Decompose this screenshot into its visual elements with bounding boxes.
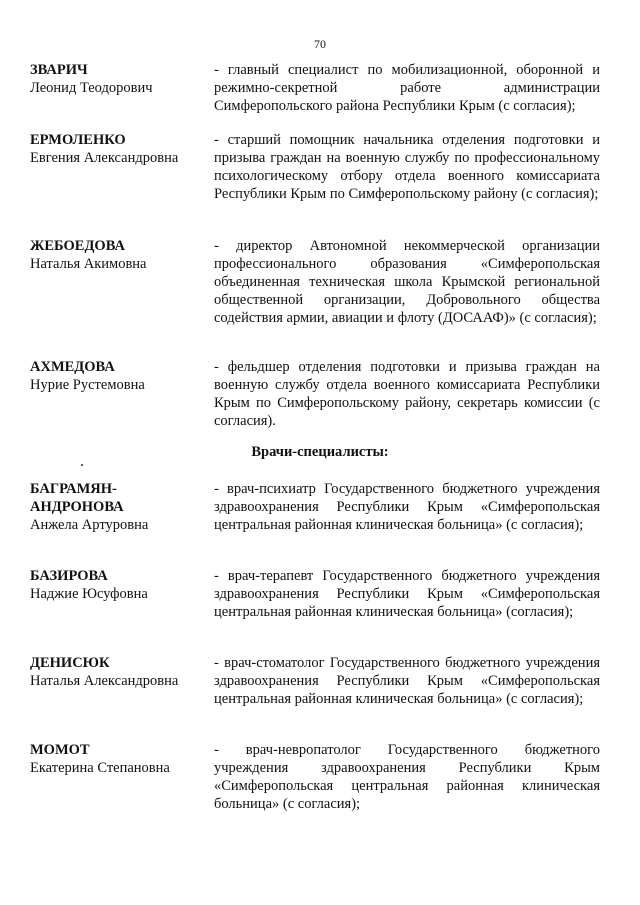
person-block (30, 567, 210, 603)
section-heading-doctors: Врачи-специалисты: (251, 444, 389, 460)
surname: БАЗИРОВА (30, 568, 108, 584)
person-block (30, 61, 210, 97)
first-and-middle-name: Наталья Александровна (30, 673, 179, 689)
first-and-middle-name: Екатерина Степановна (30, 760, 170, 776)
person-block (30, 654, 210, 690)
surname: МОМОТ (30, 742, 90, 758)
person-block (30, 741, 210, 777)
position-description: - врач-стоматолог Государственного бюджетного учреждения здравоохранения Республики Крым «Симферопольская центральная районная клиническая больница» (с согласия); (214, 655, 600, 707)
position-description: - старший помощник начальника отделения подготовки и призыва граждан на военную службу по профессиональному психологическому отбору отдела военного комиссариата Республики Крым по Симферопольскому району (с согласия); (214, 132, 600, 202)
person-block (30, 237, 210, 273)
first-and-middle-name: Наталья Акимовна (30, 256, 147, 272)
first-and-middle-name: Наджие Юсуфовна (30, 586, 148, 602)
person-block (30, 358, 210, 394)
surname: ДЕНИСЮК (30, 655, 110, 671)
stray-mark (81, 464, 83, 466)
surname: БАГРАМЯН-АНДРОНОВА (30, 481, 124, 515)
position-description: - директор Автономной некоммерческой организации профессионального образования «Симферопольская объединенная техническая школа Крымской региональной общественной организации, Добровольного общества содействия армии, авиации и флоту (ДОСААФ)» (с согласия); (214, 238, 600, 326)
first-and-middle-name: Нурие Рустемовна (30, 377, 145, 393)
person-block (30, 131, 210, 167)
position-description: - врач-невропатолог Государственного бюджетного учреждения здравоохранения Республики Крым «Симферопольская центральная районная клиническая больница» (с согласия); (214, 742, 600, 812)
surname: ЕРМОЛЕНКО (30, 132, 126, 148)
position-description: - врач-терапевт Государственного бюджетного учреждения здравоохранения Республики Крым «Симферопольская центральная районная клиническая больница» (согласия); (214, 568, 600, 620)
first-and-middle-name: Леонид Теодорович (30, 80, 153, 96)
position-description: - фельдшер отделения подготовки и призыва граждан на военную службу отдела военного комиссариата Республики Крым по Симферопольскому району, секретарь комиссии (с согласия). (214, 359, 600, 429)
surname: ЗВАРИЧ (30, 62, 88, 78)
page-number: 70 (314, 37, 326, 51)
surname: АХМЕДОВА (30, 359, 115, 375)
surname: ЖЕБОЕДОВА (30, 238, 125, 254)
position-description: - врач-психиатр Государственного бюджетного учреждения здравоохранения Республики Крым «Симферопольская центральная районная клиническая больница» (с согласия); (214, 481, 600, 533)
person-block (30, 480, 210, 534)
first-and-middle-name: Евгения Александровна (30, 150, 179, 166)
position-description: - главный специалист по мобилизационной, оборонной и режимно-секретной работе администрации Симферопольского района Республики Крым (с согласия); (214, 62, 600, 114)
first-and-middle-name: Анжела Артуровна (30, 517, 149, 533)
